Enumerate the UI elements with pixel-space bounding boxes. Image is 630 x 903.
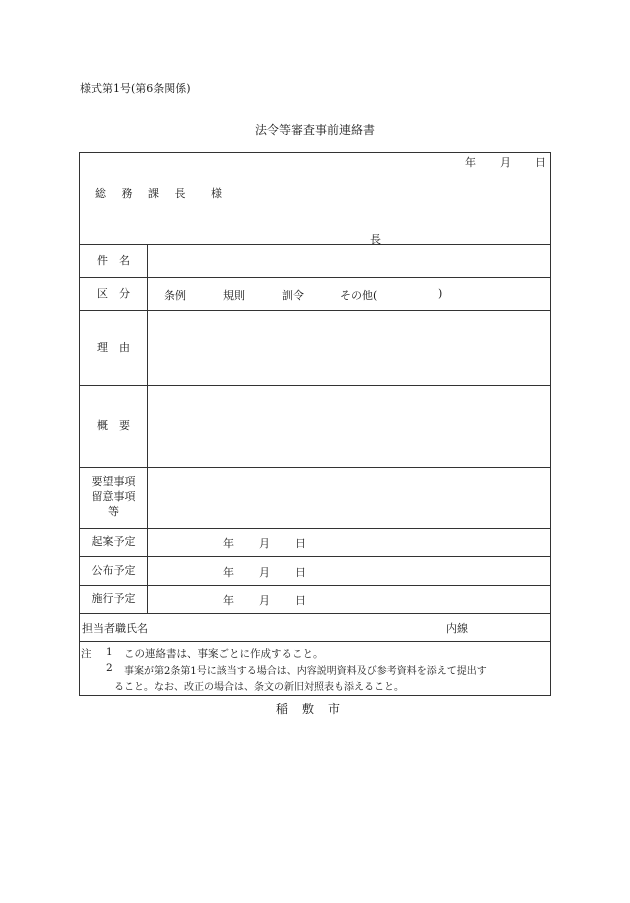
- row-divider: [79, 277, 551, 278]
- draft-label: 起案予定: [91, 535, 136, 548]
- city-name: 稲敷市: [275, 702, 354, 716]
- note-2-number: 2: [106, 662, 113, 674]
- notes-prefix: 注: [81, 648, 92, 660]
- draft-year: 年: [223, 537, 234, 550]
- subject-field[interactable]: [148, 245, 550, 277]
- category-option-ordinance[interactable]: 条例: [164, 289, 186, 302]
- subject-label: 件 名: [97, 254, 130, 267]
- requests-label-line2: 留意事項: [91, 490, 136, 503]
- header-date-month: 月: [500, 156, 511, 169]
- row-divider: [79, 556, 551, 557]
- form-number: 様式第1号(第6条関係): [80, 82, 191, 95]
- honorific: 様: [211, 187, 222, 200]
- promulgation-year: 年: [223, 566, 234, 579]
- sender-suffix: 長: [370, 233, 381, 246]
- note-2-text-line2: ること。なお、改正の場合は、条文の新旧対照表も添えること。: [114, 682, 404, 693]
- requests-label-line1: 要望事項: [91, 475, 136, 488]
- category-other-close: ): [438, 287, 443, 300]
- category-option-regulation[interactable]: 規則: [223, 289, 245, 302]
- enforcement-month: 月: [259, 594, 270, 607]
- header-date-day: 日: [535, 156, 546, 169]
- row-divider: [79, 613, 551, 614]
- requests-label-line3: 等: [108, 505, 119, 518]
- draft-day: 日: [295, 537, 306, 550]
- addressee: 総 務 課 長: [95, 187, 192, 200]
- summary-field[interactable]: [148, 386, 550, 467]
- row-divider: [79, 641, 551, 642]
- draft-month: 月: [259, 537, 270, 550]
- requests-field[interactable]: [148, 468, 550, 528]
- enforcement-year: 年: [223, 594, 234, 607]
- row-divider: [79, 528, 551, 529]
- category-option-other[interactable]: その他(: [340, 289, 378, 302]
- reason-field[interactable]: [148, 311, 550, 385]
- promulgation-day: 日: [295, 566, 306, 579]
- note-1-text: この連絡書は、事案ごとに作成すること。: [124, 648, 324, 660]
- extension-label: 内線: [446, 622, 468, 635]
- contact-label: 担当者職氏名: [82, 622, 148, 635]
- enforcement-label: 施行予定: [91, 592, 136, 605]
- promulgation-month: 月: [259, 566, 270, 579]
- reason-label: 理 由: [97, 341, 130, 354]
- enforcement-day: 日: [295, 594, 306, 607]
- summary-label: 概 要: [97, 419, 130, 432]
- document-title: 法令等審査事前連絡書: [254, 123, 375, 137]
- note-1-number: 1: [106, 646, 113, 658]
- category-label: 区 分: [97, 287, 130, 300]
- category-option-directive[interactable]: 訓令: [282, 289, 304, 302]
- row-divider: [79, 585, 551, 586]
- header-date-year: 年: [465, 156, 476, 169]
- promulgation-label: 公布予定: [91, 564, 136, 577]
- note-2-text-line1: 事案が第2条第1号に該当する場合は、内容説明資料及び参考資料を添えて提出す: [124, 666, 487, 677]
